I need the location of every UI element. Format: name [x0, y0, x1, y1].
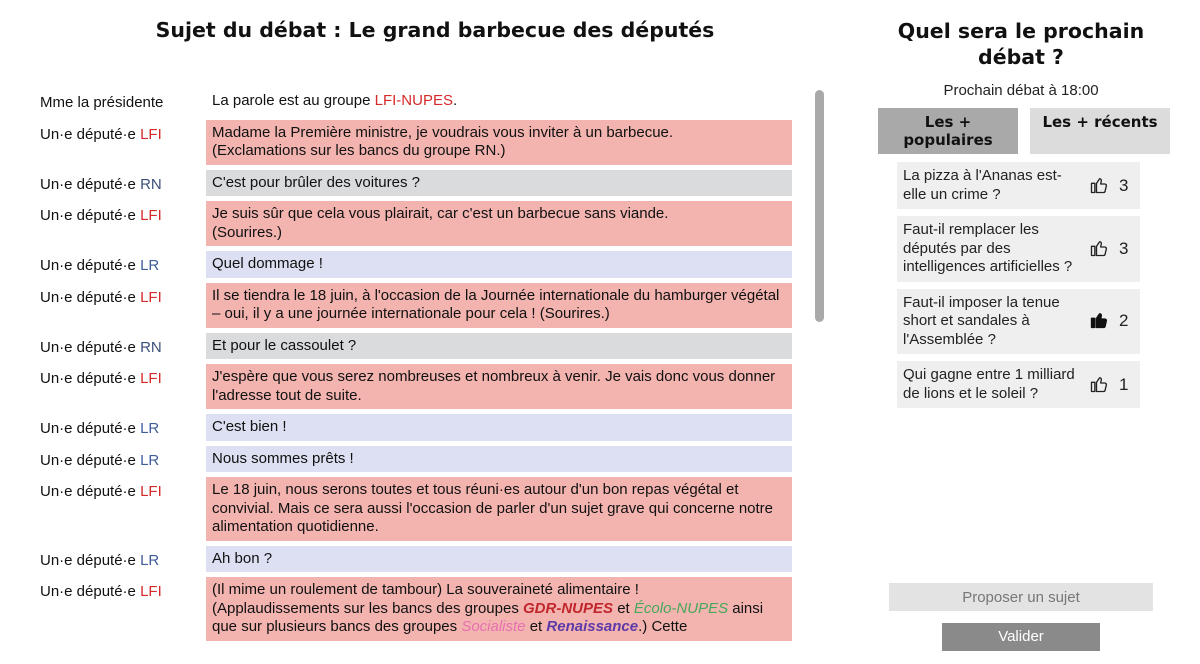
speaker-name: Un·e député·e — [40, 338, 141, 356]
speaker-group: LFI — [140, 207, 162, 224]
speaker-name: Un·e député·e — [40, 483, 141, 500]
message-text: Socialiste — [461, 618, 526, 635]
message-row — [40, 170, 820, 197]
topic-card[interactable] — [897, 216, 1140, 282]
message-text: et — [613, 599, 634, 617]
topic-list — [897, 162, 1140, 415]
validate-button[interactable]: Valider — [942, 623, 1100, 651]
message-bubble — [206, 364, 792, 409]
tab-popular[interactable]: Les + populaires — [878, 108, 1018, 154]
message-text: (Sourires.) — [212, 223, 283, 241]
message-text: C'est pour brûler des voitures ? — [212, 173, 420, 191]
message-bubble — [206, 333, 792, 360]
message-text: GDR-NUPES — [523, 599, 614, 617]
speaker-label — [40, 120, 206, 144]
thumbs-up-filled-icon[interactable] — [1089, 310, 1111, 332]
speaker-group: LR — [140, 451, 160, 469]
speaker-name: Un·e député·e — [40, 288, 141, 306]
speaker-group: LFI — [140, 288, 162, 306]
speaker-group: LR — [140, 420, 160, 437]
message-text: Ah bon ? — [212, 549, 273, 567]
next-debate-time: Prochain débat à 18:00 — [943, 82, 1099, 99]
speaker-group: LFI — [140, 483, 162, 500]
like-count: 2 — [1119, 311, 1129, 331]
propose-topic-input[interactable] — [889, 583, 1153, 611]
message-row — [40, 120, 820, 165]
speaker-label — [40, 333, 206, 357]
message-text: Et pour le cassoulet ? — [212, 336, 357, 354]
message-row — [40, 577, 820, 641]
thumbs-up-icon[interactable] — [1089, 374, 1111, 396]
message-bubble — [206, 414, 792, 441]
thumbs-up-icon[interactable] — [1089, 175, 1111, 197]
speaker-label — [40, 446, 206, 470]
message-row — [40, 546, 820, 573]
speaker-name: Mme la présidente — [40, 94, 164, 111]
message-row — [40, 333, 820, 360]
message-bubble — [206, 283, 792, 328]
speaker-label — [40, 88, 206, 112]
speaker-name: Un·e député·e — [40, 257, 141, 274]
message-text: Je suis sûr que cela vous plairait, car c'est un barbecue sans viande. — [212, 205, 669, 222]
topic-card[interactable] — [897, 162, 1140, 209]
next-debate-title: Quel sera le prochain débat ? — [897, 19, 1145, 69]
speaker-group: LFI — [140, 583, 162, 600]
speaker-label — [40, 577, 206, 601]
speaker-name: Un·e député·e — [40, 583, 141, 600]
topic-text: Faut-il imposer la tenue short et sandales à l'Assemblée ? — [903, 293, 1060, 348]
message-text: (Exclamations sur les bancs du groupe — [212, 142, 475, 159]
speaker-label — [40, 201, 206, 225]
message-text: Renaissance — [546, 618, 639, 635]
message-text: .) — [638, 618, 648, 635]
like-count: 1 — [1119, 374, 1129, 394]
speaker-name: Un·e député·e — [40, 175, 141, 193]
message-bubble — [206, 577, 792, 641]
speaker-group: LR — [140, 551, 160, 569]
message-bubble — [206, 201, 792, 246]
message-bubble — [206, 477, 792, 541]
speaker-label — [40, 414, 206, 438]
message-bubble — [206, 88, 792, 115]
topic-text: Qui gagne entre 1 milliard de lions et le soleil ? — [903, 366, 1075, 402]
speaker-label — [40, 546, 206, 570]
message-bubble — [206, 446, 792, 473]
speaker-group: LFI — [140, 370, 162, 387]
topic-text: La pizza à l'Ananas est-elle un crime ? — [903, 167, 1062, 203]
message-text: Madame la Première ministre, je voudrais vous inviter à un barbecue. — [212, 123, 674, 141]
message-text: La parole est au groupe — [212, 92, 375, 109]
message-text: Écolo-NUPES — [633, 599, 729, 617]
speaker-label — [40, 364, 206, 388]
speaker-name: Un·e député·e — [40, 420, 141, 437]
message-text: Quel dommage ! — [212, 255, 323, 272]
like-count: 3 — [1119, 175, 1129, 195]
message-bubble — [206, 251, 792, 278]
topic-text: Faut-il remplacer les députés par des intelligences artificielles ? — [903, 221, 1073, 275]
speaker-name: Un·e député·e — [40, 207, 141, 224]
speaker-label — [40, 251, 206, 275]
message-row — [40, 201, 820, 246]
speaker-group: RN — [140, 338, 162, 356]
topic-card[interactable] — [897, 289, 1140, 355]
speaker-name: Un·e député·e — [40, 451, 141, 469]
debate-title: Sujet du débat : Le grand barbecue des députés — [155, 18, 715, 42]
speaker-group: RN — [140, 175, 162, 193]
message-text: (Applaudissements sur les bancs des groupes — [212, 599, 524, 617]
speaker-name: Un·e député·e — [40, 125, 141, 143]
next-debate-panel — [860, 0, 1200, 664]
speaker-label — [40, 283, 206, 307]
message-text: LFI-NUPES — [374, 92, 453, 109]
message-row — [40, 251, 820, 278]
transcript-scrollbar[interactable] — [815, 90, 824, 322]
speaker-group: LR — [140, 257, 160, 274]
topic-card[interactable] — [897, 361, 1140, 408]
transcript[interactable] — [40, 88, 820, 664]
message-text: (Il mime un roulement de tambour) La souveraineté alimentaire ! — [212, 581, 639, 598]
speaker-label — [40, 477, 206, 501]
speaker-name: Un·e député·e — [40, 370, 141, 387]
message-text: Le 18 juin, nous serons toutes et tous réuni·es autour d'un bon repas végétal et convivial. Mais ce sera aussi l'occasion de parler d'un sujet grave qui concerne notre alimentation quotidienne. — [212, 481, 774, 535]
message-text: (Sourires.) — [539, 305, 610, 322]
message-text: J'espère que vous serez nombreuses et nombreux à venir. Je vais donc vous donner l'adresse tout de suite. — [212, 368, 776, 404]
message-text: Il se tiendra le 18 juin, à l'occasion de la Journée internationale du hamburger végétal – oui, il y a une journée internationale pour cela ! — [212, 286, 780, 322]
like-count: 3 — [1119, 238, 1129, 258]
message-row — [40, 446, 820, 473]
tab-recent[interactable]: Les + récents — [1030, 108, 1170, 154]
message-text: ainsi que sur plusieurs bancs des groupes — [212, 599, 764, 635]
speaker-name: Un·e député·e — [40, 551, 141, 569]
message-row — [40, 283, 820, 328]
message-text: C'est bien ! — [212, 418, 287, 435]
message-text: Nous sommes prêts ! — [212, 449, 354, 467]
message-row — [40, 477, 820, 541]
message-text: Cette — [647, 618, 688, 635]
speaker-label — [40, 170, 206, 194]
message-bubble — [206, 170, 792, 197]
speaker-group: LFI — [140, 125, 162, 143]
message-text: .) — [496, 142, 506, 159]
message-text: . — [452, 92, 458, 109]
message-bubble — [206, 120, 792, 165]
message-row — [40, 364, 820, 409]
message-row — [40, 414, 820, 441]
message-text: RN — [474, 142, 497, 159]
message-bubble — [206, 546, 792, 573]
thumbs-up-icon[interactable] — [1089, 238, 1111, 260]
message-text: et — [525, 618, 547, 635]
message-row — [40, 88, 820, 115]
